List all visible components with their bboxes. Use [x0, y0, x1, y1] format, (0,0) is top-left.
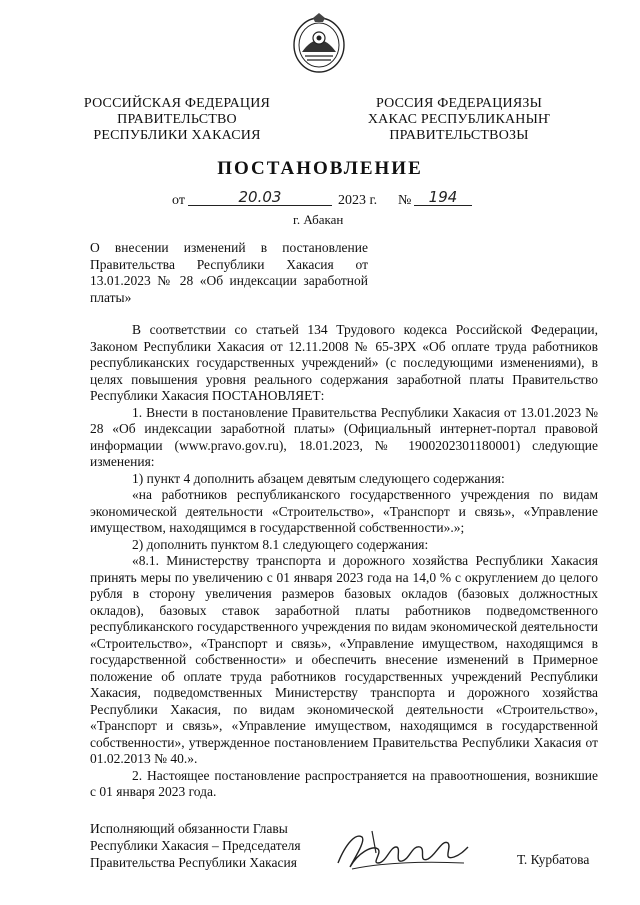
signature-position-line: Исполняющий обязанности Главы [90, 821, 288, 836]
subject-text: О внесении изменений в постановление Правительства Республики Хакасия от 13.01.2023 № 28 «Об индексации заработной платы» [90, 240, 368, 305]
document-subject [90, 240, 368, 306]
header-right-line: ПРАВИТЕЛЬСТВОЗЫ [389, 128, 529, 143]
header-right-line: ХАКАС РЕСПУБЛИКАНЫҤ [367, 112, 551, 127]
document-body [90, 322, 598, 801]
header-left-line: РЕСПУБЛИКИ ХАКАСИЯ [93, 128, 261, 143]
date-field [188, 188, 332, 207]
body-paragraph: 2. Настоящее постановление распространяется на правоотношения, возникшие с 01 января 2023 года. [90, 767, 598, 799]
body-paragraph: «8.1. Министерству транспорта и дорожного хозяйства Республики Хакасия принять меры по увеличению с 01 января 2023 года на 14,0 % с округлением до целого рубля в сторону увеличения размеров базовых окладов (базовых должностных окладов), базовых ставок заработной платы работников подведомственного республиканского государственного учреждения по видам экономической деятельности «Строительство», «Транспорт и связь», «Управление имуществом, находящимся в государственной собственности» и обеспечить внесение изменений в Примерное положение об оплате труда работников государственных учреждений Республики Хакасия, подведомственных Министерству транспорта и дорожного хозяйства Республики Хакасия, по видам экономической деятельности «Строительство», «Транспорт и связь», «Управление имуществом, находящимся в государственной собственности», утвержденное постановлением Правительства Республики Хакасия от 01.02.2013 № 40.». [90, 553, 598, 766]
coat-of-arms-icon [290, 12, 348, 74]
city-label: г. Абакан [293, 212, 344, 227]
date-label: от [172, 193, 185, 208]
header-left [62, 96, 292, 144]
body-paragraph: 1) пункт 4 дополнить абзацем девятым следующего содержания: [132, 470, 505, 486]
signature-position [90, 820, 340, 871]
header-left-line: РОССИЙСКАЯ ФЕДЕРАЦИЯ [83, 96, 271, 111]
number-handwritten: 194 [414, 188, 472, 206]
signature-position-line: Правительства Республики Хакасия [90, 855, 297, 870]
body-paragraph: 1. Внести в постановление Правительства Республики Хакасия от 13.01.2023 № 28 «Об индексации заработной платы» (Официальный интернет-портал правовой информации (www.pravo.gov.ru), 18.01.2023, № 1900202301180001) следующие изменения: [90, 404, 598, 469]
signatory-name: Т. Курбатова [517, 852, 590, 867]
document-title: ПОСТАНОВЛЕНИЕ [217, 158, 423, 179]
body-paragraph: «на работников республиканского государственного учреждения по видам экономической деятельности «Строительство», «Транспорт и связь», «Управление имуществом, находящимся в государственной собственности».»; [90, 487, 598, 535]
number-field [414, 188, 472, 207]
body-paragraph: 2) дополнить пунктом 8.1 следующего содержания: [132, 536, 429, 552]
handwritten-signature [332, 823, 472, 878]
year-label: 2023 г. [338, 193, 378, 208]
header-left-line: ПРАВИТЕЛЬСТВО [117, 112, 237, 127]
date-handwritten: 20.03 [188, 188, 332, 206]
header-right-line: РОССИЯ ФЕДЕРАЦИЯЗЫ [375, 96, 543, 111]
signature-position-line: Республики Хакасия – Председателя [90, 838, 301, 853]
header-right [344, 96, 574, 144]
body-paragraph: В соответствии со статьей 134 Трудового кодекса Российской Федерации, Законом Республики Хакасия от 12.11.2008 № 65-ЗРХ «Об оплате труда работников республиканских государственных учреждений» (с последующими изменениями), в целях повышения уровня реального содержания заработной платы Правительство Республики Хакасия ПОСТАНОВЛЯЕТ: [90, 322, 598, 403]
number-label: № [398, 193, 412, 208]
